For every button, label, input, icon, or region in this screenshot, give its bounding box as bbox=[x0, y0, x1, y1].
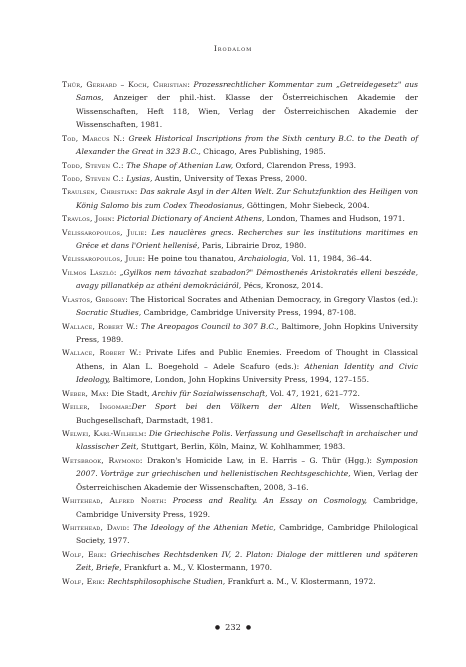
entry-author: Vélissaropoulos, Julie: bbox=[62, 254, 146, 264]
entry-publication: Frankfurt a. M., V. Klostermann, 1972. bbox=[225, 576, 376, 586]
entry-author: Whitehead, David: bbox=[62, 522, 130, 532]
entry-author: Todd, Steven C.: bbox=[62, 173, 124, 183]
entry-publication: Cambridge, Cambridge University Press, 1929. bbox=[76, 496, 418, 519]
bibliography-entry bbox=[62, 159, 418, 172]
entry-publication: Wissenschaftliche Buchgesellschaft, Darmstadt, 1981. bbox=[76, 402, 418, 425]
entry-author: Welwei, Karl-Wilhelm: bbox=[62, 428, 147, 438]
entry-author: Tod, Marcus N.: bbox=[62, 133, 126, 143]
entry-title: Das sakrale Asyl in der Alten Welt. Zur Schutzfunktion des Heiligen von König Salomo bis zum Codex Theodosianus, bbox=[76, 187, 418, 210]
entry-title: Die Griechische Polis. Verfassung und Gesellschaft in archaischer und klassischer Zeit, bbox=[76, 428, 418, 452]
entry-publication: Oxford, Clarendon Press, 1993. bbox=[233, 160, 357, 170]
entry-title: The Areopagos Council to 307 B.C., bbox=[140, 321, 279, 331]
entry-author: Weber, Max: bbox=[62, 388, 109, 398]
bibliography-entry bbox=[62, 212, 418, 225]
entry-title: Archaiologia, bbox=[238, 254, 290, 264]
entry-title: Lysias, bbox=[126, 173, 153, 183]
entry-publication: Vol. 11, 1984, 36–44. bbox=[289, 254, 372, 264]
entry-publication: Paris, Librairie Droz, 1980. bbox=[199, 241, 307, 251]
entry-publication: Stuttgart, Berlin, Köln, Mainz, W. Kohlhammer, 1983. bbox=[138, 442, 346, 452]
entry-title: Pictorial Dictionary of Ancient Athens, bbox=[117, 214, 265, 224]
bibliography-entry bbox=[62, 226, 418, 253]
entry-publication: Vol. 47, 1921, 621–772. bbox=[267, 388, 360, 398]
entry-author: Wetsbrook, Raymond: bbox=[62, 455, 143, 465]
entry-title: Process and Reality. An Essay on Cosmology, bbox=[172, 496, 367, 506]
entry-publication: Frankfurt a. M., V. Klostermann, 1970. bbox=[121, 563, 273, 573]
entry-publication: Anzeiger der phil.-hist. Klasse der Österreichischen Akademie der Wissenschaften, Heft 118, Wien, Verlag der Österreichischen Akademie der Wissenschaften, 1981. bbox=[76, 93, 418, 130]
entry-title: Prozessrechtlicher Kommentar zum „Getreidegesetz" aus Samos, bbox=[76, 80, 418, 103]
entry-article-title: He poine tou thanatou, bbox=[145, 254, 239, 264]
bibliography-entry bbox=[62, 454, 418, 494]
bibliography-entry bbox=[62, 185, 418, 212]
bibliography-entry bbox=[62, 575, 418, 588]
bibliography-entry bbox=[62, 132, 418, 159]
entry-author: Wolf, Erik: bbox=[62, 549, 107, 559]
page-footer bbox=[0, 622, 466, 632]
entry-article-title: Die Stadt, bbox=[108, 388, 153, 398]
bibliography-entry bbox=[62, 346, 418, 386]
entry-title: Symposion 2007. Vorträge zur griechischen und hellenistischen Rechtsgeschichte, bbox=[76, 455, 418, 479]
entry-publication: Göttingen, Mohr Siebeck, 2004. bbox=[244, 200, 370, 210]
entry-article-title: The Historical Socrates and Athenian Democracy, in Gregory Vlastos (ed.): bbox=[127, 294, 418, 304]
bibliography-entry bbox=[62, 548, 418, 575]
bullet-icon: ● bbox=[245, 624, 252, 631]
entry-author: Wolf, Erik: bbox=[62, 576, 106, 586]
entry-publication: Chicago, Ares Publishing, 1985. bbox=[200, 147, 326, 157]
entry-author: Thür, Gerhard – Koch, Christian: bbox=[62, 80, 191, 89]
entry-publication: Baltimore, John Hopkins University Press, 1989. bbox=[76, 321, 419, 345]
entry-title: Socratic Studies, bbox=[76, 308, 142, 318]
bibliography-entry bbox=[62, 427, 418, 454]
entry-author: Wallace, Robert W.: bbox=[62, 348, 142, 358]
entry-publication: Wien, Verlag der Österreichischen Akademie der Wissenschaften, 2008, 3–16. bbox=[76, 469, 418, 492]
bibliography-entry bbox=[62, 400, 418, 427]
entry-author: Wallace, Robert W.: bbox=[62, 321, 139, 331]
entry-author: Vélissaropoulos, Julie: bbox=[62, 227, 148, 237]
entry-title: Athenian Identity and Civic Ideology, bbox=[76, 361, 418, 385]
entry-article-title: Drakon's Homicide Law, in E. Harris – G. Thür (Hgg.): bbox=[142, 455, 377, 465]
entry-article-title: Private Lifes and Public Enemies. Freedom of Thought in Classical Athens, in Alan L. Boegehold – Adele Scafuro (eds.): bbox=[76, 348, 418, 371]
entry-title: Archiv für Sozialwissenschaft, bbox=[152, 388, 268, 398]
bibliography-entry bbox=[62, 521, 418, 548]
entry-publication: Austin, University of Texas Press, 2000. bbox=[152, 173, 308, 183]
entry-title: The Ideology of the Athenian Metic, bbox=[132, 522, 276, 532]
entry-author: Whitehead, Alfred North: bbox=[62, 496, 167, 506]
entry-publication: Cambridge, Cambridge University Press, 1994, 87-108. bbox=[141, 308, 357, 318]
bullet-icon: ● bbox=[214, 624, 221, 631]
bibliography-entry bbox=[62, 494, 418, 521]
entry-title: Griechisches Rechtsdenken IV, 2. Platon: Dialoge der mittleren und späteren Zeit, Briefe, bbox=[76, 549, 418, 573]
running-header: Irodalom bbox=[213, 44, 253, 53]
entry-publication: Cambridge, Cambridge Philological Society, 1977. bbox=[76, 522, 418, 546]
entry-title: The Shape of Athenian Law, bbox=[126, 160, 234, 170]
bibliography-list bbox=[62, 78, 418, 588]
entry-author: Traulsen, Christian: bbox=[62, 187, 138, 197]
bibliography-entry bbox=[62, 266, 418, 293]
entry-title: Der Sport bei den Völkern der Alten Welt, bbox=[131, 402, 340, 412]
entry-author: Vlastos, Gregory: bbox=[62, 294, 128, 304]
bibliography-entry bbox=[62, 252, 418, 265]
bibliography-entry bbox=[62, 78, 418, 132]
entry-author: Vilmos László: bbox=[62, 267, 117, 277]
entry-publication: Pécs, Kronosz, 2014. bbox=[241, 281, 324, 291]
bibliography-entry bbox=[62, 293, 418, 320]
entry-title: Greek Historical Inscriptions from the Sixth century B.C. to the Death of Alexander the Great in 323 B.C., bbox=[76, 133, 418, 157]
entry-author: Weiler, Ingomar: bbox=[62, 402, 132, 412]
entry-publication: Baltimore, London, John Hopkins University Press, 1994, 127–155. bbox=[110, 375, 370, 385]
page-number: 232 bbox=[225, 622, 241, 632]
entry-publication: London, Thames and Hudson, 1971. bbox=[264, 214, 405, 224]
entry-title: „Gyilkos nem távozhat szabadon?" Démosthenés Aristokratés elleni beszéde, avagy pillanatkép az athéni demokráciáról, bbox=[76, 267, 418, 291]
entry-author: Travlos, John: bbox=[62, 214, 115, 224]
entry-author: Todd, Steven C.: bbox=[62, 160, 124, 170]
bibliography-entry bbox=[62, 387, 418, 400]
entry-title: Rechtsphilosophische Studien, bbox=[107, 576, 226, 586]
entry-title: Les nauclères grecs. Recherches sur les institutions maritimes en Gréce et dans l'Orient hellenisé, bbox=[76, 227, 418, 251]
bibliography-entry bbox=[62, 172, 418, 185]
bibliography-entry bbox=[62, 320, 418, 347]
